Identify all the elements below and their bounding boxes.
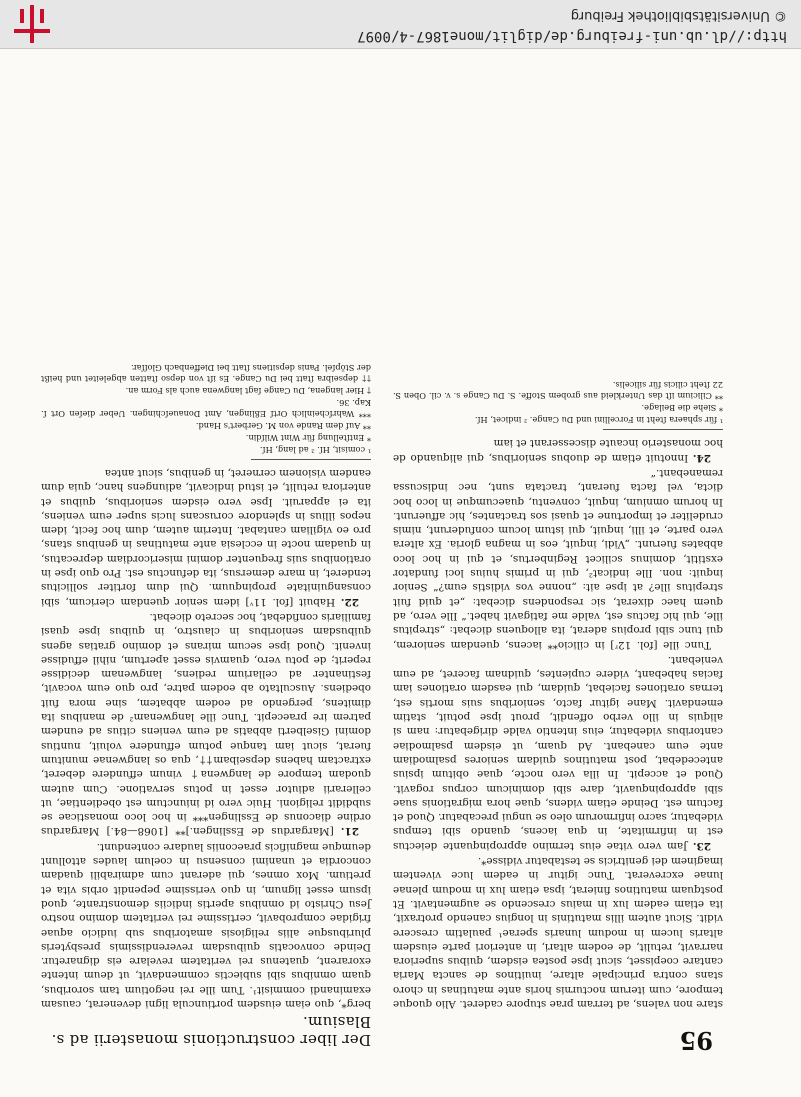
footer-bar bbox=[0, 0, 801, 49]
footnotes bbox=[393, 379, 723, 430]
paragraph: stare non valens, ad terram prae stupore caderet. Alio quoque tempore, cum iterum nocturnis horis ante matutinas in choro stans contra principale altare, inuitinos de sancta Maria cantare coepisset, sicut ipse postea eisdem, quibus superiora narravit, retulit, de eodem altari, in anteriori parte eiusdem altaris lucem in modum lunaris sperae¹ paulatim crescere vidit. Sicut autem illis matutinis in longius canendo protraxit, ita etiam eadem lux in maius crescendo se augmentavit. Et postquam matutinos finierat, ipsa etiam lux in modum plenae lunae excreverat. Tunc igitur in eadem luce viventem imaginem dei genitricis se testabatur vidisse*. bbox=[393, 855, 723, 1010]
footer-copyright: © Universitätsbibliothek Freiburg bbox=[570, 8, 787, 23]
right-text-column bbox=[393, 378, 723, 1011]
paragraph: 21. [Margardus de Esslingen.]** [1068—84.] Margardus ordine diaconus de Esslingen*** in hoc loco monasticae se subdidit religioni. Huic vero id iniunctum est obedientiae, ut cellerarii adiutor esset in potus servatione. Cum autem quodam tempore de langwena† vinum effundere deberet, extractam habens depseibam††, qua os langwenae munitum fuerat, sicut iam tanque potum effundere voluit, nuntius domini Giselberti abbatis ad eum veniens citius ad eundem patrem ire praecepit. Tunc ille langwenam² de manibus ita dimitens, pergendo ad eodem abbatem, sine mora fuit obediens. Auscultato ab eodem patre, pro quo eum vocavit, festinanter ad cellarium rediens, langwenam decidisse reperit; de potu vero, quamvis esset apertum, nihil effudisse invenit. Quod ipse secum mirans et domino gratias agens quibusdam senioribus in claustro, in quibus ipse quasi familiaris confidebat, hoc secreto dicebat. bbox=[41, 610, 371, 838]
footnotes bbox=[41, 362, 371, 460]
footnote: †† depseibra ſtatt bei Du Cange. Es iſt von depso ſtatten abgeleitet und heißt der Stöpſel. Panis depsitiens ſtatt bei Dieffenbach Gloſſar. bbox=[41, 362, 371, 384]
paragraph-lead: [Margardus de Esslingen.]** [1068—84.] bbox=[106, 825, 334, 838]
footnote-rule bbox=[251, 459, 371, 460]
footnote: *** Wahrſcheinlich Ortſ Eßlingen, Amt Donaueſchingen. Ueber dieſen Ort ſ. Kap. 36. bbox=[41, 397, 371, 419]
footnote: † Hier langena, Du Cange ſagt langwena auch als Form an. bbox=[125, 385, 371, 396]
footnote: ¹ comisit, Hſ. ² ad lang, Hſ. bbox=[259, 444, 371, 455]
page-number: 95 bbox=[679, 1026, 713, 1055]
footnote: * Siehe die Beilage. bbox=[641, 403, 723, 414]
footnote-rule bbox=[603, 429, 723, 430]
footer-url-link[interactable]: http://dl.ub.uni-freiburg.de/diglit/mone1867-4/0097 bbox=[357, 28, 787, 44]
footnote: ¹ für sphaera ſteht in Forcellini und Du Cange. ² indicet, Hſ. bbox=[474, 415, 723, 426]
left-text-column bbox=[41, 361, 371, 1011]
paragraph: 24. Innotuit etiam de duobus senioribus, qui aliquando de hoc monasterio incaute discesserant et iam bbox=[393, 437, 723, 464]
paragraph-number: 21. bbox=[340, 825, 359, 838]
paragraph: Tunc ille [fol. 12ʳ] in cilicio** iacens, quendam seniorem, qui tunc sibi propius aderat, ita alloquens dicebat: „strepitus ille, qui hic factus est, valde me fatigavit habet.“ Ille vero, ad quem haec dixerat, sic respondens dicebat: „et quid fuit strepitus ille? at ipse ait: „nonne vos vidistis eum?“ Senior inquit: non. Ille indicat², qui in primis huius loci fundator exstitit, dominus scilicet Reginbertus, et qui in hoc loco abbates fuerunt. „Vidi, inquit, eos in magna gloria. Ex altera vero parte, et illi, inquit, qui istum locum confuderunt, nimis crudeliter et importune et quasi sos tractantes, hic affuerunt. In horum omnium, inquit, conventu, quaecumque in loco hoc dicta, vel facta fuerant, tractata sunt, nec indiscussa remanebant.“ bbox=[393, 467, 723, 651]
running-head bbox=[0, 1013, 801, 1059]
footnote: ** Cilicium iſt das Unterkleid aus grobem Stoffe. S. Du Cange s. v. cil. Oben S. 22 ſteht cilicis für silicelis. bbox=[393, 380, 723, 402]
paragraph: 22. Habuit [fol. 11ᵛ] idem senior quendam clericum, sibi consanguinitate propinquum. Qui dum fortiter sollicitus tenderet, in mare demersus, ita defunctus est. Pro quo ipse in orationibus suis frequenter domini misericordiam deprecatus, in quadam nocte in ecclesia ante matutinas in genibus stans, pro eo vigiliam cantabat. Interim autem, dum hoc fecit, idem nepos illius in splendore coruscans lucis super eum veniens, ita ei apparuit. Ipse vero eisdem senioribus, quibus et anteriora retulit, et istud indicavit, adiungens hanc, quia dum eandem visionem cerneret, in genibus, sicut antea bbox=[41, 467, 371, 608]
paragraph: 23. Jam vero vitae eius termino appropinquante deiectus est in infirmitate, in qua iacens, quando sibi tempus videbatur, sacro infirmorum oleo se ungui precabatur. Quod et factum est. Deinde etiam videns, quae hora migrationis suae sibi appropinquavit, dare sibi dominicum corpus rogavit. Quod et accepit. In illa vero nocte, quae obitum ipsius antecedebat, post matutinos quidam seniores psalmodiam ante eum canebant. Ad quam, ut eisdem psalmodiae cantoribus videbatur, eius intentio valde dirigebatur: nam si aliquis in illo verbo offendit, prout ipse potuit, statim emendavit. Mane igitur facto, senioribus suis mortis est, ternas orationes faciebat, quidam, qui easdem orationes iam facias habebant, videre cupientes, quidnam faceret, ad eum veniebant. bbox=[393, 653, 723, 852]
paragraph-number: 22. bbox=[340, 595, 359, 608]
paragraph-number: 23. bbox=[692, 839, 711, 852]
footnote: ** Auf dem Rande von M. Gerbert's Hand. bbox=[195, 420, 371, 431]
paragraph-number: 24. bbox=[692, 451, 711, 464]
running-title: Der liber constructionis monasterii ad s. Blasium. bbox=[51, 1013, 371, 1049]
paragraph: berg*, quo eiam eiusdem portiuncula ligni devenerat, causam examinandi commisit¹. Tum ille rei negotium tam sororibus, quam omnibus sibi subiectis commendavit, ut deum intente exorarent, quatenus rei veritatem revelare eis dignaretur. Deinde convocatis quibusdam reverendissimis presbyteris pluribusque aliis religiosis amatoribus sub iudicio aquae frigidae comprobavit, certissime rei veritatem domino nostro Jesu Christo id omnibus apertis indiciis demonstrante, quod ipsum esset lignum, in quo verissime pependit orbis vita et pretium. Mox omnes, qui aderant cum admirabili quadam concordia et unanimi consensu in coelum laudes attollunt deumque magnificis praeconiis laudare contendunt. bbox=[41, 840, 371, 1010]
footnote: * Entſtellung für Wint Wilſdin. bbox=[245, 432, 371, 443]
ub-freiburg-logo-icon bbox=[14, 5, 50, 43]
